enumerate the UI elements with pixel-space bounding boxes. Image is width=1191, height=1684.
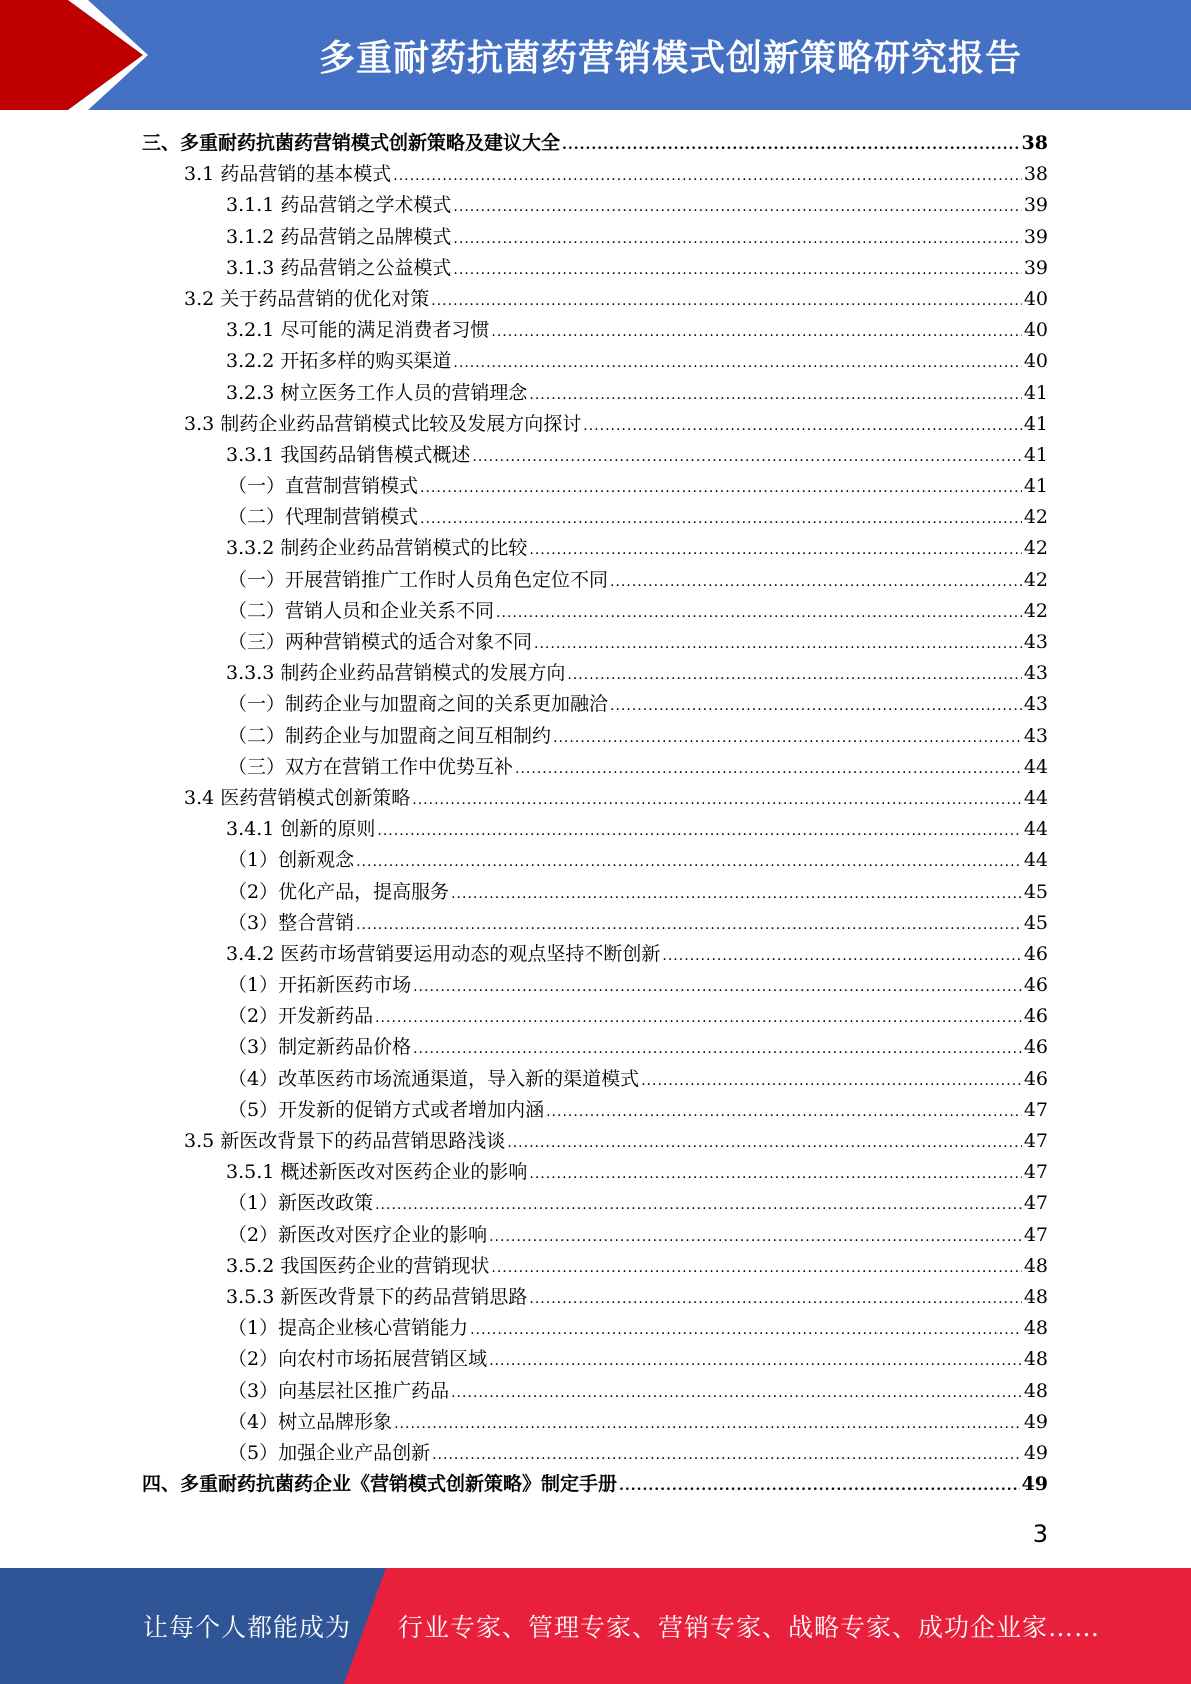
toc-entry-page: 48 bbox=[1023, 1379, 1048, 1402]
toc-entry-page: 48 bbox=[1023, 1348, 1048, 1371]
toc-entry-label: 3.4.1 创新的原则 bbox=[226, 818, 376, 841]
toc-entry[interactable] bbox=[142, 159, 1048, 190]
header-chevron-graphic bbox=[0, 0, 160, 110]
toc-entry-page: 48 bbox=[1023, 1254, 1048, 1277]
toc-dot-leader bbox=[394, 1409, 1022, 1440]
toc-entry[interactable] bbox=[142, 1095, 1048, 1126]
toc-entry[interactable] bbox=[142, 284, 1048, 315]
toc-entry-label: 3.1.2 药品营销之品牌模式 bbox=[226, 225, 452, 248]
toc-dot-leader bbox=[420, 473, 1022, 504]
toc-entry-label: （二）代理制营销模式 bbox=[228, 506, 419, 529]
toc-entry-label: 3.5 新医改背景下的药品营销思路浅谈 bbox=[184, 1130, 506, 1152]
toc-entry-label: （1）开拓新医药市场 bbox=[228, 974, 412, 997]
toc-dot-leader bbox=[610, 567, 1022, 598]
toc-entry[interactable] bbox=[142, 1469, 1048, 1500]
toc-entry-page: 46 bbox=[1023, 974, 1048, 997]
toc-entry-page: 43 bbox=[1023, 693, 1048, 716]
toc-entry[interactable] bbox=[142, 409, 1048, 440]
toc-entry-page: 41 bbox=[1023, 412, 1048, 435]
toc-entry-page: 47 bbox=[1023, 1130, 1048, 1152]
toc-entry-page: 47 bbox=[1023, 1098, 1048, 1121]
toc-entry[interactable] bbox=[142, 1376, 1048, 1407]
toc-entry-label: 3.3.1 我国药品销售模式概述 bbox=[226, 443, 471, 466]
toc-entry-page: 38 bbox=[1023, 163, 1048, 186]
toc-entry-label: 3.3.2 制药企业药品营销模式的比较 bbox=[226, 537, 528, 560]
toc-entry-label: 四、多重耐药抗菌药企业《营销模式创新策略》制定手册 bbox=[142, 1473, 618, 1496]
toc-entry-label: （一）制药企业与加盟商之间的关系更加融洽 bbox=[228, 693, 609, 716]
toc-entry-label: （2）开发新药品 bbox=[228, 1005, 374, 1028]
toc-entry-page: 44 bbox=[1023, 849, 1048, 872]
toc-entry-page: 48 bbox=[1023, 1317, 1048, 1340]
toc-entry-label: （4）改革医药市场流通渠道，导入新的渠道模式 bbox=[228, 1067, 640, 1090]
toc-entry[interactable] bbox=[142, 658, 1048, 689]
toc-entry-label: 3.2.2 开拓多样的购买渠道 bbox=[226, 350, 452, 373]
toc-entry-page: 41 bbox=[1023, 475, 1048, 498]
toc-dot-leader bbox=[496, 598, 1022, 629]
toc-entry-label: （三）两种营销模式的适合对象不同 bbox=[228, 631, 533, 653]
toc-entry[interactable] bbox=[142, 939, 1048, 970]
toc-entry[interactable] bbox=[142, 378, 1048, 409]
toc-dot-leader bbox=[413, 1034, 1022, 1065]
toc-entry-page: 49 bbox=[1021, 1473, 1048, 1496]
toc-entry-label: 3.4 医药营销模式创新策略 bbox=[184, 786, 411, 809]
toc-dot-leader bbox=[662, 941, 1021, 972]
toc-entry[interactable] bbox=[142, 752, 1048, 783]
toc-entry-label: 3.5.1 概述新医改对医药企业的影响 bbox=[226, 1161, 528, 1184]
toc-entry-label: 三、多重耐药抗菌药营销模式创新策略及建议大全 bbox=[142, 132, 561, 154]
toc-dot-leader bbox=[491, 1253, 1021, 1284]
toc-entry[interactable] bbox=[142, 721, 1048, 752]
footer-slogan-right: 行业专家、管理专家、营销专家、战略专家、成功企业家…… bbox=[398, 1613, 1101, 1642]
toc-dot-leader bbox=[356, 910, 1022, 941]
toc-dot-leader bbox=[553, 723, 1022, 754]
toc-entry-label: 3.2.3 树立医务工作人员的营销理念 bbox=[226, 381, 528, 404]
toc-entry-page: 44 bbox=[1023, 818, 1048, 841]
toc-entry[interactable] bbox=[142, 222, 1048, 253]
toc-entry[interactable] bbox=[142, 1251, 1048, 1282]
toc-entry-label: （二）制药企业与加盟商之间互相制约 bbox=[228, 724, 552, 747]
toc-entry-label: 3.2.1 尽可能的满足消费者习惯 bbox=[226, 319, 490, 342]
toc-entry-label: （1）新医改政策 bbox=[228, 1192, 374, 1215]
toc-dot-leader bbox=[562, 130, 1020, 161]
toc-entry-page: 42 bbox=[1023, 599, 1048, 622]
toc-entry-page: 41 bbox=[1023, 443, 1048, 466]
toc-entry-page: 46 bbox=[1023, 1067, 1048, 1090]
toc-dot-leader bbox=[453, 224, 1021, 255]
toc-entry[interactable] bbox=[142, 877, 1048, 908]
toc-entry[interactable] bbox=[142, 1313, 1048, 1344]
toc-entry-label: （2）优化产品，提高服务 bbox=[228, 880, 450, 903]
toc-entry-label: （一）开展营销推广工作时人员角色定位不同 bbox=[228, 568, 609, 591]
toc-entry-label: （一）直营制营销模式 bbox=[228, 475, 419, 498]
toc-entry-page: 42 bbox=[1023, 537, 1048, 560]
toc-entry[interactable] bbox=[142, 783, 1048, 814]
toc-entry-page: 40 bbox=[1023, 287, 1048, 310]
toc-dot-leader bbox=[507, 1128, 1022, 1159]
toc-entry-label: （2）新医改对医疗企业的影响 bbox=[228, 1223, 488, 1246]
toc-entry-page: 44 bbox=[1023, 786, 1048, 809]
toc-entry[interactable] bbox=[142, 533, 1048, 564]
toc-entry-page: 39 bbox=[1023, 256, 1048, 279]
toc-entry[interactable] bbox=[142, 845, 1048, 876]
footer-slogan-left: 让每个人都能成为 bbox=[143, 1613, 352, 1642]
toc-dot-leader bbox=[432, 1440, 1022, 1471]
toc-dot-leader bbox=[393, 161, 1022, 192]
toc-entry[interactable] bbox=[142, 502, 1048, 533]
toc-entry-page: 47 bbox=[1023, 1192, 1048, 1215]
toc-entry-page: 45 bbox=[1023, 911, 1048, 934]
toc-dot-leader bbox=[356, 847, 1022, 878]
toc-entry[interactable] bbox=[142, 1344, 1048, 1375]
toc-entry[interactable] bbox=[142, 346, 1048, 377]
toc-entry-label: 3.1.1 药品营销之学术模式 bbox=[226, 194, 452, 217]
toc-entry-page: 43 bbox=[1023, 724, 1048, 747]
toc-dot-leader bbox=[529, 380, 1021, 411]
table-of-contents bbox=[142, 128, 1048, 1500]
toc-dot-leader bbox=[375, 1003, 1022, 1034]
toc-dot-leader bbox=[567, 660, 1021, 691]
toc-dot-leader bbox=[641, 1066, 1022, 1097]
toc-dot-leader bbox=[583, 411, 1022, 442]
toc-entry-label: （5）开发新的促销方式或者增加内涵 bbox=[228, 1098, 545, 1121]
toc-dot-leader bbox=[412, 785, 1022, 816]
toc-entry[interactable] bbox=[142, 970, 1048, 1001]
toc-entry[interactable] bbox=[142, 1438, 1048, 1469]
toc-entry-page: 43 bbox=[1023, 631, 1048, 653]
toc-entry-label: 3.3.3 制药企业药品营销模式的发展方向 bbox=[226, 662, 566, 685]
toc-entry[interactable] bbox=[142, 440, 1048, 471]
toc-dot-leader bbox=[491, 317, 1021, 348]
toc-entry-page: 45 bbox=[1023, 880, 1048, 903]
toc-entry[interactable] bbox=[142, 627, 1048, 658]
toc-dot-leader bbox=[489, 1346, 1022, 1377]
toc-entry-label: （3）整合营销 bbox=[228, 911, 355, 934]
toc-dot-leader bbox=[453, 255, 1021, 286]
toc-entry-page: 42 bbox=[1023, 506, 1048, 529]
toc-dot-leader bbox=[451, 1378, 1022, 1409]
page-number: 3 bbox=[1032, 1520, 1048, 1548]
toc-dot-leader bbox=[420, 504, 1022, 535]
toc-entry[interactable] bbox=[142, 908, 1048, 939]
toc-dot-leader bbox=[515, 754, 1022, 785]
toc-entry-label: 3.5.3 新医改背景下的药品营销思路 bbox=[226, 1285, 528, 1308]
toc-entry-label: 3.3 制药企业药品营销模式比较及发展方向探讨 bbox=[184, 412, 582, 435]
toc-entry[interactable] bbox=[142, 1032, 1048, 1063]
toc-entry-page: 43 bbox=[1023, 662, 1048, 685]
toc-entry-page: 46 bbox=[1023, 1036, 1048, 1059]
toc-dot-leader bbox=[472, 442, 1021, 473]
toc-entry[interactable] bbox=[142, 1157, 1048, 1188]
toc-entry-label: （2）向农村市场拓展营销区域 bbox=[228, 1348, 488, 1371]
toc-entry[interactable] bbox=[142, 814, 1048, 845]
toc-entry-page: 40 bbox=[1023, 319, 1048, 342]
toc-entry-label: （3）向基层社区推广药品 bbox=[228, 1379, 450, 1402]
toc-entry-label: 3.4.2 医药市场营销要运用动态的观点坚持不断创新 bbox=[226, 942, 661, 965]
toc-entry[interactable] bbox=[142, 596, 1048, 627]
toc-entry-label: （二）营销人员和企业关系不同 bbox=[228, 599, 495, 622]
toc-entry[interactable] bbox=[142, 315, 1048, 346]
toc-entry-label: 3.2 关于药品营销的优化对策 bbox=[184, 287, 430, 310]
toc-entry[interactable] bbox=[142, 190, 1048, 221]
toc-entry[interactable] bbox=[142, 1001, 1048, 1032]
toc-dot-leader bbox=[529, 1159, 1021, 1190]
toc-entry-page: 49 bbox=[1023, 1441, 1048, 1464]
toc-entry-page: 47 bbox=[1023, 1223, 1048, 1246]
toc-dot-leader bbox=[534, 629, 1022, 660]
toc-dot-leader bbox=[453, 192, 1021, 223]
toc-entry-page: 39 bbox=[1023, 194, 1048, 217]
toc-dot-leader bbox=[413, 972, 1022, 1003]
toc-dot-leader bbox=[375, 1190, 1022, 1221]
toc-dot-leader bbox=[610, 691, 1022, 722]
toc-entry-page: 42 bbox=[1023, 568, 1048, 591]
toc-dot-leader bbox=[377, 816, 1021, 847]
toc-entry-label: （1）提高企业核心营销能力 bbox=[228, 1317, 469, 1340]
toc-dot-leader bbox=[529, 535, 1021, 566]
toc-dot-leader bbox=[529, 1284, 1021, 1315]
toc-entry-page: 48 bbox=[1023, 1285, 1048, 1308]
toc-entry-page: 47 bbox=[1023, 1161, 1048, 1184]
toc-entry-label: （三）双方在营销工作中优势互补 bbox=[228, 755, 514, 778]
toc-dot-leader bbox=[431, 286, 1022, 317]
toc-dot-leader bbox=[451, 879, 1022, 910]
toc-entry-label: 3.1 药品营销的基本模式 bbox=[184, 163, 392, 186]
toc-entry-page: 46 bbox=[1023, 1005, 1048, 1028]
toc-entry-label: 3.1.3 药品营销之公益模式 bbox=[226, 256, 452, 279]
toc-entry-page: 44 bbox=[1023, 755, 1048, 778]
toc-dot-leader bbox=[619, 1471, 1020, 1502]
page-header bbox=[0, 0, 1191, 110]
toc-dot-leader bbox=[546, 1097, 1022, 1128]
toc-entry[interactable] bbox=[142, 253, 1048, 284]
toc-entry-page: 39 bbox=[1023, 225, 1048, 248]
toc-entry[interactable] bbox=[142, 1188, 1048, 1219]
toc-entry-label: （3）制定新药品价格 bbox=[228, 1036, 412, 1059]
toc-entry-page: 38 bbox=[1021, 132, 1048, 154]
toc-entry-label: （5）加强企业产品创新 bbox=[228, 1441, 431, 1464]
toc-dot-leader bbox=[453, 348, 1021, 379]
toc-entry[interactable] bbox=[142, 1220, 1048, 1251]
toc-entry[interactable] bbox=[142, 471, 1048, 502]
toc-entry-label: （1）创新观念 bbox=[228, 849, 355, 872]
toc-entry[interactable] bbox=[142, 1064, 1048, 1095]
toc-entry[interactable] bbox=[142, 128, 1048, 159]
toc-entry-page: 40 bbox=[1023, 350, 1048, 373]
toc-entry[interactable] bbox=[142, 1407, 1048, 1438]
page-footer bbox=[0, 1568, 1191, 1684]
report-title: 多重耐药抗菌药营销模式创新策略研究报告 bbox=[318, 38, 1022, 79]
toc-entry[interactable] bbox=[142, 1282, 1048, 1313]
toc-entry-label: （4）树立品牌形象 bbox=[228, 1410, 393, 1433]
toc-entry[interactable] bbox=[142, 565, 1048, 596]
toc-entry-page: 49 bbox=[1023, 1410, 1048, 1433]
toc-entry-page: 46 bbox=[1023, 942, 1048, 965]
toc-dot-leader bbox=[489, 1222, 1022, 1253]
toc-entry[interactable] bbox=[142, 689, 1048, 720]
toc-entry[interactable] bbox=[142, 1126, 1048, 1157]
toc-entry-page: 41 bbox=[1023, 381, 1048, 404]
toc-dot-leader bbox=[470, 1315, 1022, 1346]
toc-entry-label: 3.5.2 我国医药企业的营销现状 bbox=[226, 1254, 490, 1277]
